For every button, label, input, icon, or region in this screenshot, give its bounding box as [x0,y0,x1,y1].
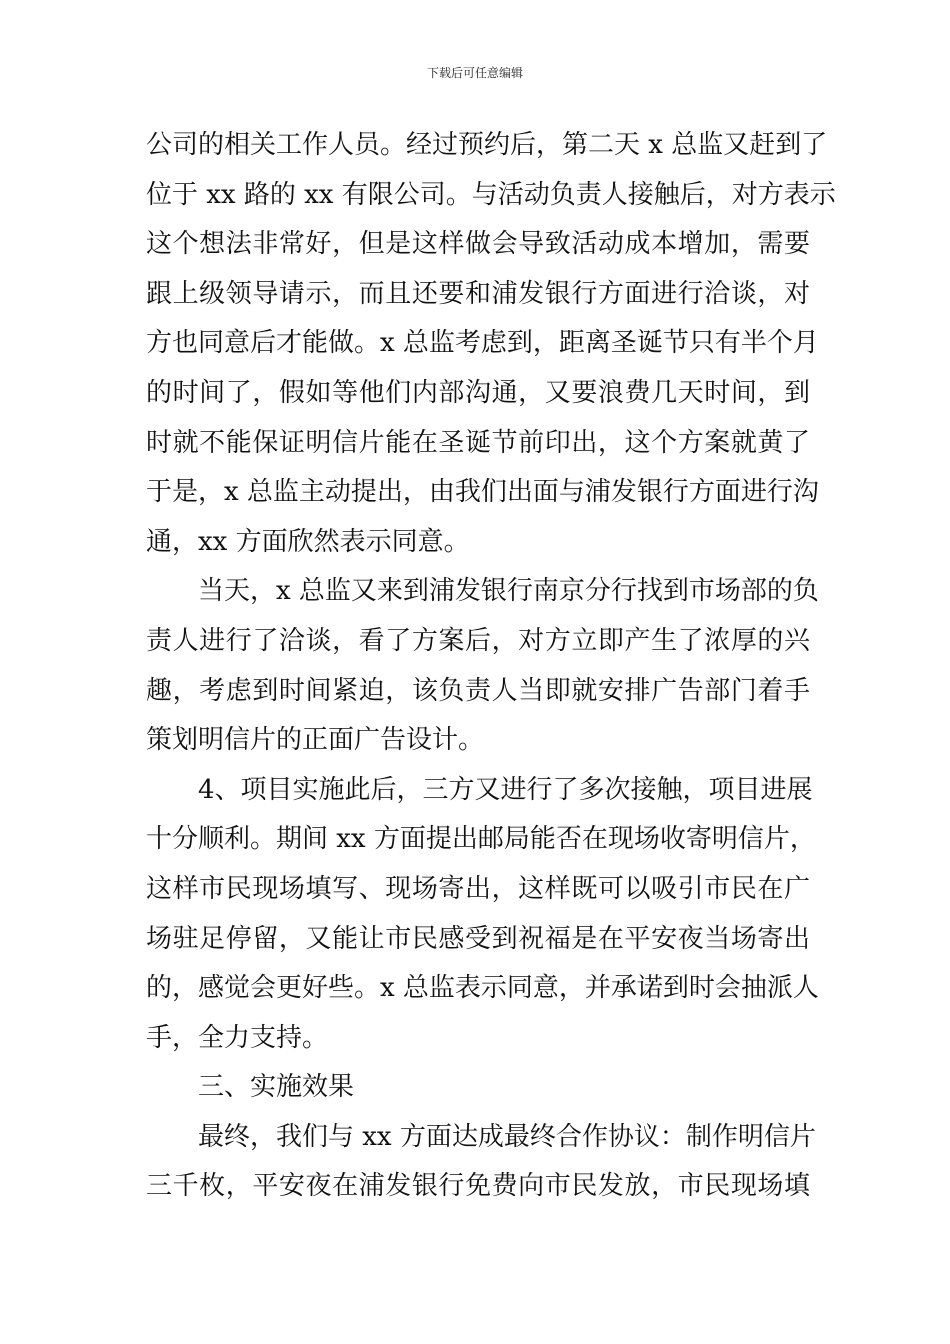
document-body [146,121,836,1212]
text-line: 的，感觉会更好些。x 总监表示同意，并承诺到时会抽派人 [146,973,819,1004]
text-line: 这个想法非常好，但是这样做会导致活动成本增加，需要 [146,229,810,260]
text-line: 公司的相关工作人员。经过预约后，第二天 x 总监又赶到了 [146,130,828,160]
text-line: 通，xx 方面欣然表示同意。 [146,526,470,557]
text-line: 三、实施效果 [198,1072,355,1103]
text-line: 策划明信片的正面广告设计。 [146,725,485,756]
text-line: 时就不能保证明信片能在圣诞节前印出，这个方案就黄了 [146,427,810,458]
text-line: 方也同意后才能做。x 总监考虑到，距离圣诞节只有半个月 [146,328,819,359]
text-line: 的时间了，假如等他们内部沟通，又要浪费几天时间，到 [146,377,810,408]
text-line: 这样市民现场填写、现场寄出，这样既可以吸引市民在广 [146,873,810,904]
text-line: 趣，考虑到时间紧迫，该负责人当即就安排广告部门着手 [146,675,810,706]
text-line: 跟上级领导请示，而且还要和浦发银行方面进行洽谈，对 [146,278,810,309]
text-line: 三千枚，平安夜在浦发银行免费向市民发放，市民现场填 [146,1171,810,1202]
text-line: 十分顺利。期间 xx 方面提出邮局能否在现场收寄明信片， [146,824,816,855]
text-line: 责人进行了洽谈，看了方案后，对方立即产生了浓厚的兴 [146,625,810,656]
page-header: 下载后可任意编辑 [426,66,523,80]
text-line: 4、项目实施此后，三方又进行了多次接触，项目进展 [198,774,813,805]
text-line: 位于 xx 路的 xx 有限公司。与活动负责人接触后，对方表示 [146,179,836,210]
text-line: 场驻足停留，又能让市民感受到祝福是在平安夜当场寄出 [146,923,810,954]
text-line: 当天，x 总监又来到浦发银行南京分行找到市场部的负 [198,576,819,607]
text-line: 手，全力支持。 [146,1022,329,1053]
text-line: 最终，我们与 xx 方面达成最终合作协议：制作明信片 [198,1121,816,1152]
text-line: 于是，x 总监主动提出，由我们出面与浦发银行方面进行沟 [146,477,819,508]
